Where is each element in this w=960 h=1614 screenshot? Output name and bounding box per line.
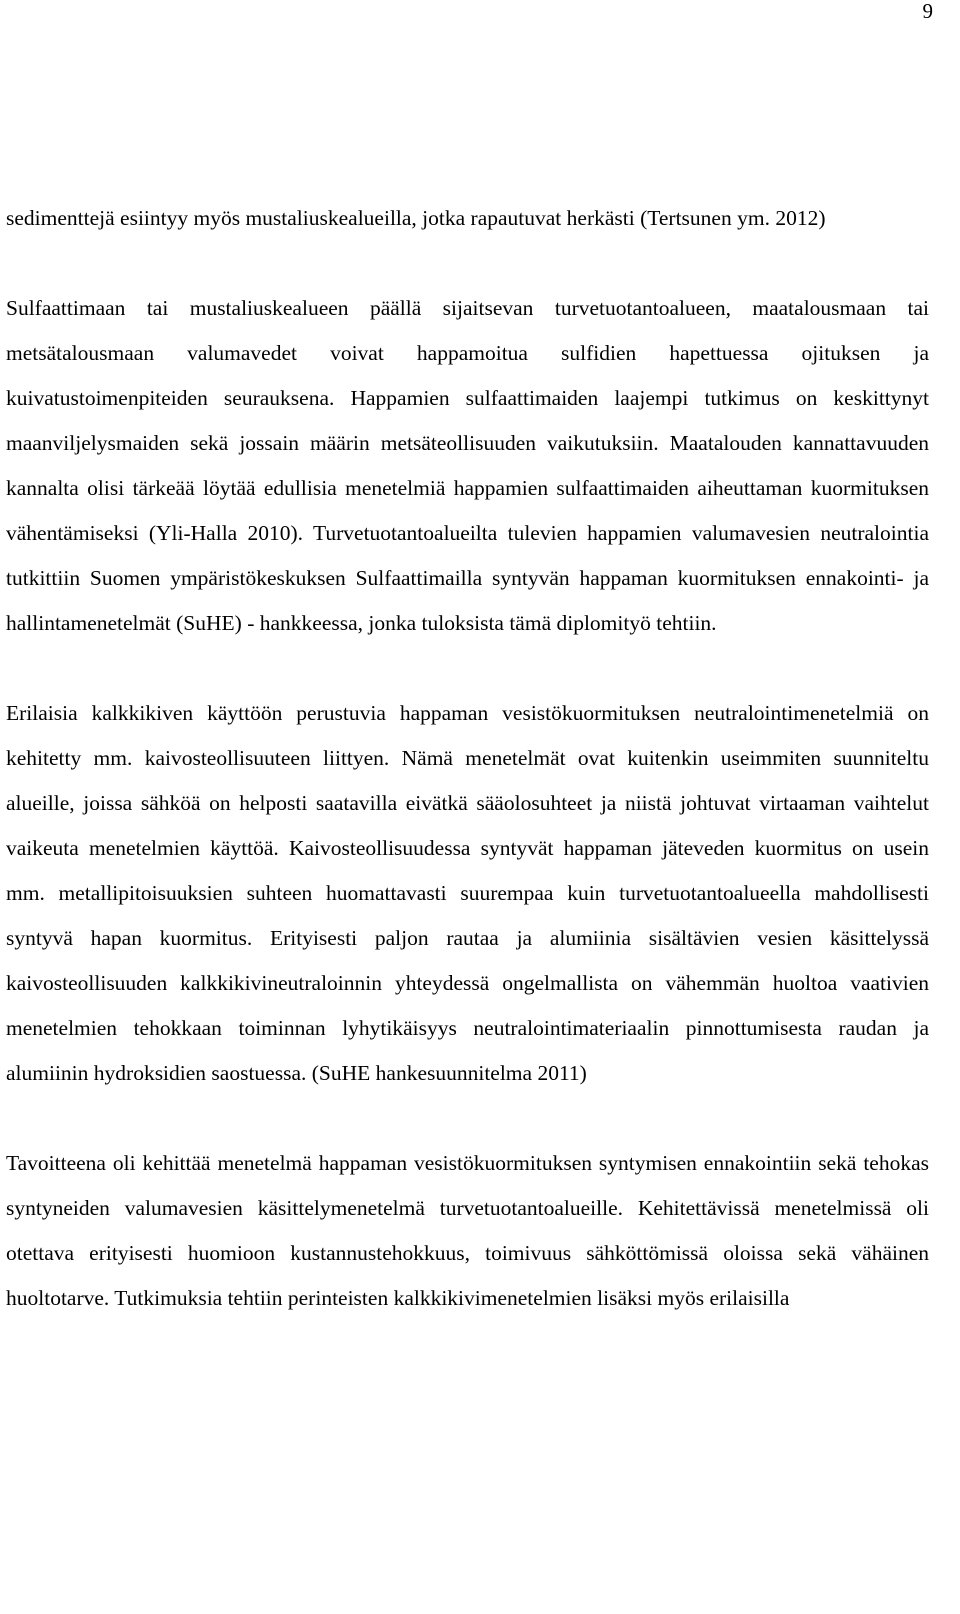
paragraph-limestone-methods: Erilaisia kalkkikiven käyttöön perustuvia happaman vesistökuormituksen neutralointimenetelmiä on kehitetty mm. kaivosteollisuuteen liittyen. Nämä menetelmät ovat kuitenkin useimmiten suunniteltu alueille, joissa sähköä on helposti saatavilla eivätkä sääolosuhteet ja niistä johtuvat virtaaman vaihtelut vaikeuta menetelmien käyttöä. Kaivosteollisuudessa syntyvät happaman jäteveden kuormitus on usein mm. metallipitoisuuksien suhteen huomattavasti suurempaa kuin turvetuotantoalueella mahdollisesti syntyvä hapan kuormitus. Erityisesti paljon rautaa ja alumiinia sisältävien vesien käsittelyssä kaivosteollisuuden kalkkikivineutraloinnin yhteydessä ongelmallista on vähemmän huoltoa vaativien menetelmien tehokkaan toiminnan lyhytikäisyys neutralointimateriaalin pinnottumisesta raudan ja alumiinin hydroksidien saostuessa. (SuHE hankesuunnitelma 2011) <box>6 701 929 1085</box>
page-number: 9 <box>922 0 933 23</box>
paragraph-continuation: sedimenttejä esiintyy myös mustaliuskealueilla, jotka rapautuvat herkästi (Tertsunen ym. 2012) <box>6 206 826 230</box>
document-body <box>6 196 929 1321</box>
paragraph-sulfate-soils: Sulfaattimaan tai mustaliuskealueen päällä sijaitsevan turvetuotantoalueen, maatalousmaan tai metsätalousmaan valumavedet voivat happamoitua sulfidien hapettuessa ojituksen ja kuivatustoimenpiteiden seurauksena. Happamien sulfaattimaiden laajempi tutkimus on keskittynyt maanviljelysmaiden sekä jossain määrin metsäteollisuuden vaikutuksiin. Maatalouden kannattavuuden kannalta olisi tärkeää löytää edullisia menetelmiä happamien sulfaattimaiden aiheuttaman kuormituksen vähentämiseksi (Yli-Halla 2010). Turvetuotantoalueilta tulevien happamien valumavesien neutralointia tutkittiin Suomen ympäristökeskuksen Sulfaattimailla syntyvän happaman kuormituksen ennakointi- ja hallintamenetelmät (SuHE) - hankkeessa, jonka tuloksista tämä diplomityö tehtiin. <box>6 296 929 635</box>
paragraph-objectives: Tavoitteena oli kehittää menetelmä happaman vesistökuormituksen syntymisen ennakointiin sekä tehokas syntyneiden valumavesien käsittelymenetelmä turvetuotantoalueille. Kehitettävissä menetelmissä oli otettava erityisesti huomioon kustannustehokkuus, toimivuus sähköttömissä oloissa sekä vähäinen huoltotarve. Tutkimuksia tehtiin perinteisten kalkkikivimenetelmien lisäksi myös erilaisilla <box>6 1151 929 1310</box>
